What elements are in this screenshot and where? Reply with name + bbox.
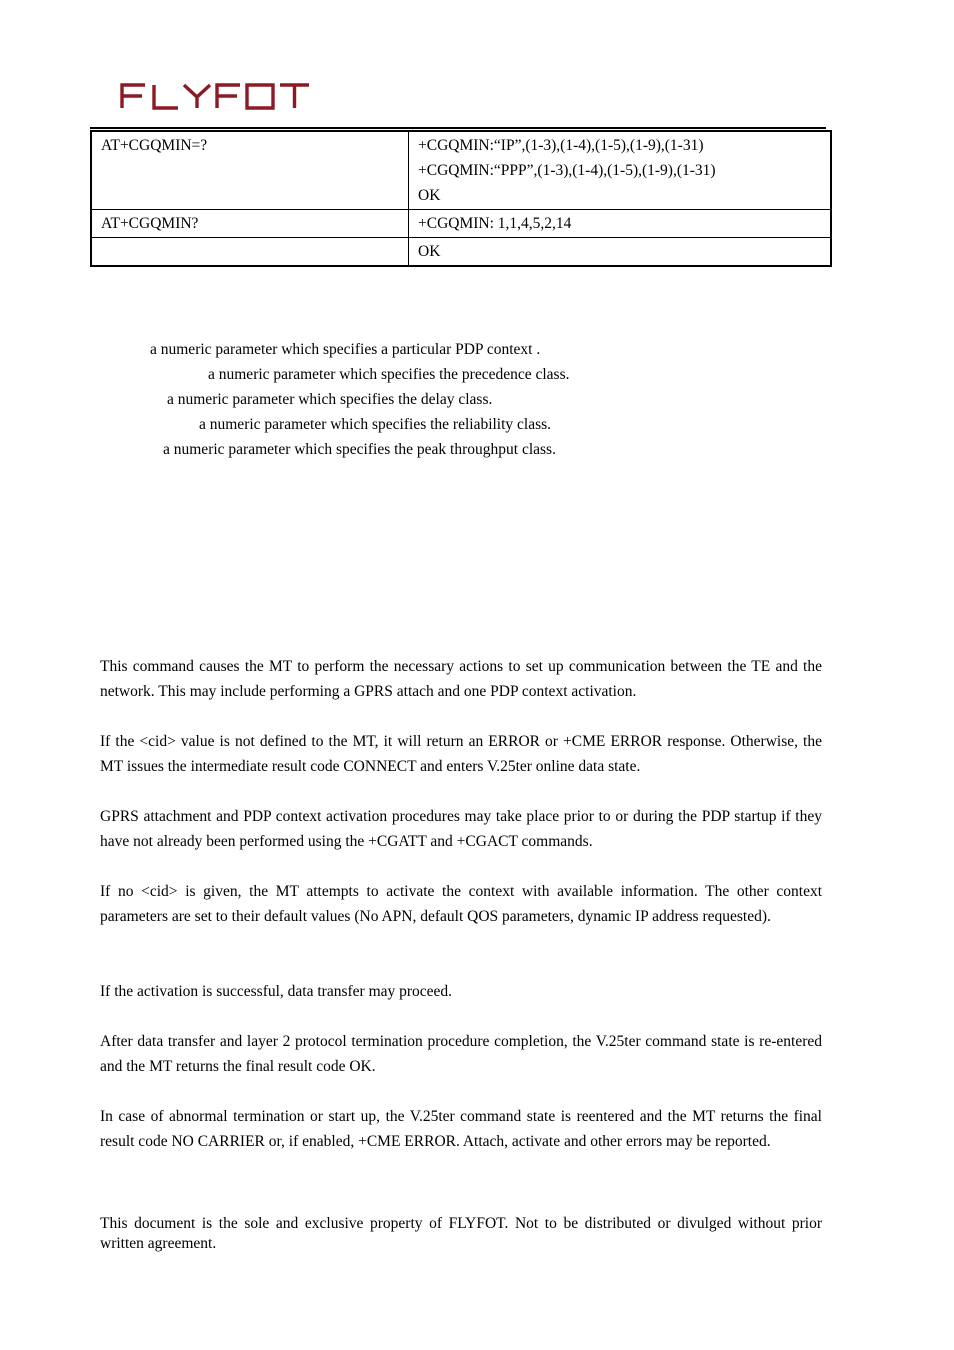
parameter-description: a numeric parameter which specifies the precedence class. [208, 366, 570, 383]
table-row [91, 238, 831, 267]
table-row [91, 210, 831, 238]
body-paragraph: This command causes the MT to perform the necessary actions to set up communication between the TE and the network. This may include performing a GPRS attach and one PDP context activation. [100, 658, 822, 700]
command-cell [91, 210, 409, 238]
body-paragraph: In case of abnormal termination or start up, the V.25ter command state is reentered and the MT returns the final result code NO CARRIER or, if enabled, +CME ERROR. Attach, activate and other errors may be reported. [100, 1108, 822, 1150]
table-row [91, 131, 831, 210]
response-line: OK [418, 243, 441, 260]
response-cell [409, 210, 832, 238]
at-command-table [90, 130, 832, 267]
command-text: AT+CGQMIN=? [101, 137, 208, 154]
parameter-description: a numeric parameter which specifies the reliability class. [199, 416, 552, 433]
response-line: +CGQMIN: 1,1,4,5,2,14 [418, 215, 572, 232]
response-cell [409, 238, 832, 267]
parameter-description: a numeric parameter which specifies a particular PDP context . [150, 341, 541, 358]
flyfot-logo [118, 80, 312, 114]
body-paragraph: GPRS attachment and PDP context activation procedures may take place prior to or during the PDP startup if they have not already been performed using the +CGATT and +CGACT commands. [100, 808, 822, 850]
command-cell [91, 131, 409, 210]
footer-notice: This document is the sole and exclusive property of FLYFOT. Not to be distributed or divulged without prior written agreement. [100, 1215, 822, 1252]
command-cell [91, 238, 409, 267]
body-paragraph: If no <cid> is given, the MT attempts to activate the context with available information. The other context parameters are set to their default values (No APN, default QOS parameters, dynamic IP address requested). [100, 883, 822, 925]
response-cell [409, 131, 832, 210]
header-rule [90, 127, 826, 129]
response-line: +CGQMIN:“PPP”,(1-3),(1-4),(1-5),(1-9),(1-31) [418, 162, 716, 179]
body-paragraph: After data transfer and layer 2 protocol termination procedure completion, the V.25ter command state is re-entered and the MT returns the final result code OK. [100, 1033, 822, 1075]
command-text: AT+CGQMIN? [101, 215, 199, 232]
body-paragraph: If the activation is successful, data transfer may proceed. [100, 983, 453, 1000]
response-line: +CGQMIN:“IP”,(1-3),(1-4),(1-5),(1-9),(1-31) [418, 137, 704, 154]
parameter-description: a numeric parameter which specifies the delay class. [167, 391, 493, 408]
body-paragraph: If the <cid> value is not defined to the MT, it will return an ERROR or +CME ERROR response. Otherwise, the MT issues the intermediate result code CONNECT and enters V.25ter online data state. [100, 733, 822, 775]
parameter-description: a numeric parameter which specifies the peak throughput class. [163, 441, 556, 458]
response-line: OK [418, 187, 441, 204]
